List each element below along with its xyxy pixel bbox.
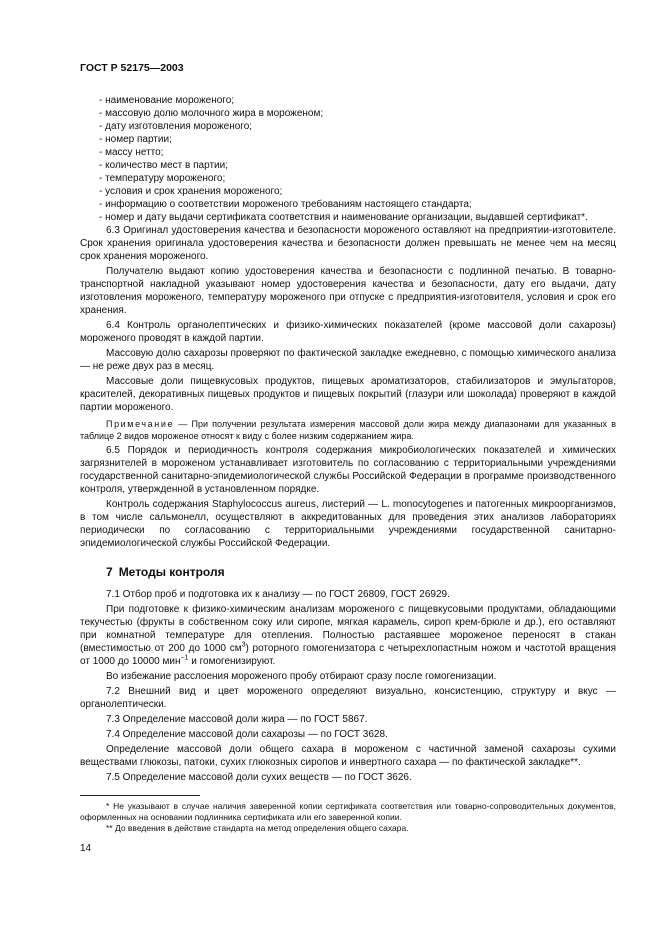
paragraph-6-3: 6.3 Оригинал удостоверения качества и безопасности мороженого оставляют на предприятии-изготовителе. Срок хранения оригинала удостоверения качества и безопасности должен превышать не менее чем на месяц срок хранения мороженого. bbox=[80, 225, 616, 262]
footnote-divider bbox=[80, 795, 200, 796]
paragraph-6-5: 6.5 Порядок и периодичность контроля содержания микробиологических показателей и химических загрязнителей в мороженом устанавливает изготовитель по согласованию с территориальными учреждениями государственной санитарно-эпидемиологической службы Российской Федерации в программе производственного контроля, утвержденной в установленном порядке. bbox=[80, 445, 616, 495]
list-item: - наименование мороженого; bbox=[99, 95, 235, 106]
note bbox=[80, 418, 616, 442]
text-run: ) роторного гомогенизатора с четырехлопастным ножом и частотой вращения от 1000 до 10000 мин bbox=[80, 643, 616, 667]
list-item: - номер и дату выдачи сертификата соответствия и наименование организации, выдавшей сертификат*. bbox=[99, 212, 588, 223]
footnote: * Не указывают в случае наличия заверенной копии сертификата соответствия или товарно-сопроводительных документов, оформленных на основании подлинника сертификата или его заверенной копии. bbox=[80, 801, 616, 822]
list-item: - номер партии; bbox=[99, 134, 172, 145]
section-title: Методы контроля bbox=[118, 565, 225, 579]
footnotes bbox=[80, 795, 616, 834]
paragraph-7-5: 7.5 Определение массовой доли сухих веществ — по ГОСТ 3626. bbox=[106, 772, 412, 783]
list-item: - дату изготовления мороженого; bbox=[99, 121, 253, 132]
note-label: Примечание bbox=[106, 419, 175, 429]
list-item: - массу нетто; bbox=[99, 147, 164, 158]
paragraph: Массовые доли пищевкусовых продуктов, пищевых ароматизаторов, стабилизаторов и эмульгаторов, красителей, декоративных пищевых продуктов и пищевых покрытий (глазури или шоколада) проверяют в каждой партии мороженого. bbox=[80, 376, 616, 413]
superscript: 3 bbox=[241, 641, 246, 649]
section-number: 7 bbox=[106, 565, 113, 579]
paragraph-7-1: 7.1 Отбор проб и подготовка их к анализу — по ГОСТ 26809, ГОСТ 26929. bbox=[106, 589, 450, 600]
page-number: 14 bbox=[80, 843, 92, 854]
section-heading bbox=[106, 566, 616, 579]
paragraph-7-4: 7.4 Определение массовой доли сахарозы — по ГОСТ 3628. bbox=[106, 729, 388, 740]
paragraph: Определение массовой доли общего сахара в мороженом с частичной заменой сахарозы сухими веществами глюкозы, патоки, сухих глюкозных сиропов и инвертного сахара — по фактической закладке**. bbox=[80, 744, 616, 768]
list-item: - условия и срок хранения мороженого; bbox=[99, 186, 283, 197]
page-body bbox=[80, 94, 616, 784]
text-run: При подготовке к физико-химическим анализам мороженого с пищевкусовыми продуктами, обладающими текучестью (фрукты в собственном соку или сиропе, мягкая карамель, сироп крем-брюле и др.), его оставляют при комнатной температуре для отепления. Полностью растаявшее мороженое переносят в стакан (вместимостью от 200 до 1000 см bbox=[80, 604, 616, 654]
paragraph: Во избежание расслоения мороженого пробу отбирают сразу после гомогенизации. bbox=[106, 671, 497, 682]
superscript: −1 bbox=[180, 654, 189, 662]
requisites-list bbox=[80, 94, 616, 224]
paragraph-7-3: 7.3 Определение массовой доли жира — по ГОСТ 5867. bbox=[106, 714, 368, 725]
footnote: ** До введения в действие стандарта на метод определения общего сахара. bbox=[106, 823, 409, 833]
list-item: - температуру мороженого; bbox=[99, 173, 226, 184]
list-item: - количество мест в партии; bbox=[99, 160, 228, 171]
paragraph: Получателю выдают копию удостоверения качества и безопасности с подлинной печатью. В товарно-транспортной накладной указывают номер удостоверения качества и безопасности, дату его выдачи, дату изготовления мороженого, температуру мороженого при отпуске с предприятия-изготовителя, условия и срок его хранения. bbox=[80, 266, 616, 316]
note-text: — При получении результата измерения массовой доли жира между диапазонами для указанных в таблице 2 видов мороженое относят к виду с более низким содержанием жира. bbox=[80, 419, 616, 441]
paragraph-7-2: 7.2 Внешний вид и цвет мороженого определяют визуально, консистенцию, структуру и вкус — органолептически. bbox=[80, 686, 616, 710]
list-item: - массовую долю молочного жира в мороженом; bbox=[99, 108, 324, 119]
document-header: ГОСТ Р 52175—2003 bbox=[80, 62, 184, 74]
paragraph-homogenization bbox=[80, 603, 616, 668]
paragraph-6-4: 6.4 Контроль органолептических и физико-химических показателей (кроме массовой доли сахарозы) мороженого проводят в каждой партии. bbox=[80, 320, 616, 344]
paragraph: Контроль содержания Staphylococcus aureus, листерий — L. monocytogenes и патогенных микроорганизмов, в том числе сальмонелл, осуществляют в аккредитованных для проведения этих анализов лабораториях периодически по согласованию с территориальными учреждениями государственной санитарно-эпидемиологической службы Российской Федерации. bbox=[80, 499, 616, 549]
paragraph: Массовую долю сахарозы проверяют по фактической закладке ежедневно, с помощью химического анализа — не реже двух раз в месяц. bbox=[80, 348, 616, 372]
text-run: и гомогенизируют. bbox=[188, 656, 276, 667]
list-item: - информацию о соответствии мороженого требованиям настоящего стандарта; bbox=[99, 199, 472, 210]
